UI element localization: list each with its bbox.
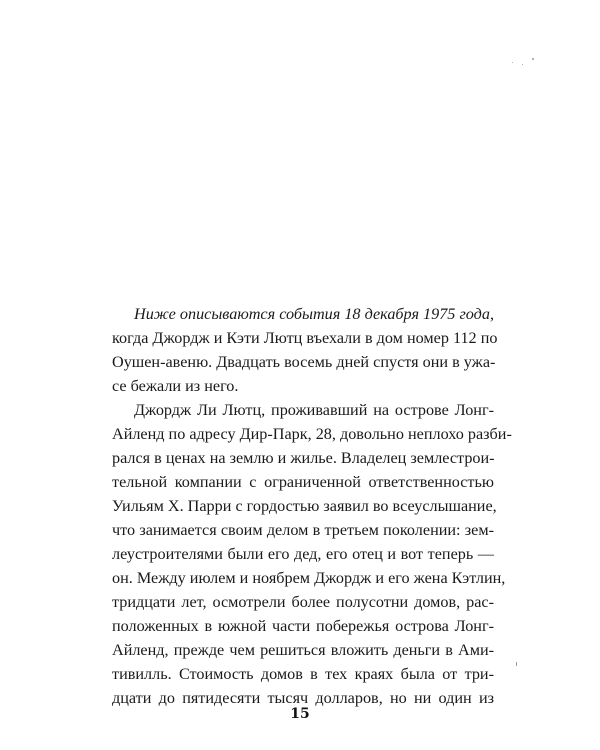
- text-line: положенных в южной части побережья острова Лонг-: [112, 617, 494, 635]
- text-line: Айленд по адресу Дир-Парк, 28, довольно неплохо разби-: [112, 425, 512, 443]
- text-line: Уильям Х. Парри с гордостью заявил во всеуслышание,: [112, 497, 497, 515]
- body-text: [112, 302, 512, 710]
- text-line: Ниже описываются события 18 декабря 1975 года,: [134, 305, 494, 323]
- scan-speck: [512, 62, 513, 63]
- text-line: он. Между июлем и ноябрем Джордж и его жена Кэтлин,: [112, 569, 506, 587]
- scan-speck: [522, 64, 523, 65]
- text-line: Оушен-авеню. Двадцать восемь дней спустя они в ужа-: [112, 353, 496, 371]
- text-line: тивилль. Стоимость домов в тех краях была от три-: [112, 665, 494, 683]
- text-line: Джордж Ли Лютц, проживавший на острове Лонг-: [134, 401, 494, 419]
- page-number: 15: [290, 706, 310, 722]
- scan-speck: [532, 58, 534, 60]
- text-line: тридцати лет, осмотрели более полусотни домов, рас-: [112, 593, 494, 611]
- text-line: дцати до пятидесяти тысяч долларов, но ни один из: [112, 689, 494, 707]
- text-line: что занимается своим делом в третьем поколении: зем-: [112, 521, 494, 539]
- text-line: се бежали из него.: [112, 377, 239, 395]
- text-line: тельной компании с ограниченной ответственностью: [112, 473, 494, 491]
- scan-speck: [516, 662, 517, 666]
- text-line: леустроителями были его дед, его отец и вот теперь —: [112, 545, 494, 563]
- text-line: рался в ценах на землю и жилье. Владелец землестрои-: [112, 449, 495, 467]
- text-line: Айленд, прежде чем решиться вложить деньги в Ами-: [112, 641, 494, 659]
- text-line: когда Джордж и Кэти Лютц въехали в дом номер 112 по: [112, 329, 498, 347]
